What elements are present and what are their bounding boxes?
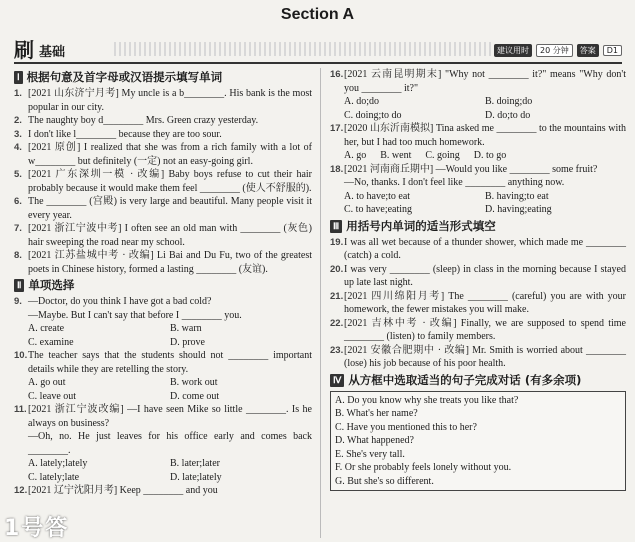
question-item (330, 263, 626, 290)
option: B. later;later (170, 458, 220, 469)
roman-numeral: Ⅲ (330, 220, 342, 233)
option: D. having;eating (485, 204, 552, 215)
question-text: [2021 浙江宁波改编] —I have seen Mike so little ________. Is he always on business? (28, 404, 312, 429)
question-number: 8. (14, 250, 22, 261)
page-title: Section A (280, 6, 355, 23)
question-text: The naughty boy d________ Mrs. Green crazy yesterday. (28, 115, 259, 126)
option: B. went (380, 150, 412, 161)
option: C. leave out (28, 390, 77, 402)
right-column (330, 68, 626, 491)
question-text: —Doctor, do you think I have got a bad cold? (28, 296, 212, 307)
question-item (14, 87, 312, 114)
time-label: 建议用时 (494, 44, 532, 57)
options-9 (14, 322, 312, 349)
sentence-option: F. Or she probably feels lonely without you. (335, 462, 512, 473)
answer-label: 答案 (577, 44, 599, 57)
option: D. prove (170, 336, 205, 348)
question-text: I was very ________ (sleep) in class in the morning because I stayed up late last night. (344, 263, 626, 288)
question-number: 17. (330, 123, 344, 134)
question-number: 16. (330, 69, 344, 80)
question-number: 5. (14, 169, 22, 180)
question-number: 18. (330, 163, 344, 175)
time-value: 20 分钟 (536, 44, 573, 57)
question-text: [2021 辽宁沈阳月考] Keep ________ and you (28, 485, 218, 496)
section-title: 根据句意及首字母或汉语提示填写单词 (26, 70, 223, 84)
question-18 (330, 163, 626, 190)
options-11 (14, 457, 312, 484)
question-text: [2021 云南昆明期末] "Why not ________ it?" means "Why don't you ________ it?" (344, 69, 626, 94)
question-10 (14, 349, 312, 376)
watermark-logo: 1号答 (4, 516, 70, 541)
question-text: The teacher says that the students should not ________ important details while they are retelling the story. (28, 350, 312, 375)
question-number: 21. (330, 290, 344, 302)
question-number: 7. (14, 223, 22, 234)
options-16 (330, 95, 626, 122)
question-number: 2. (14, 115, 22, 126)
question-number: 1. (14, 88, 22, 99)
sentence-option: A. Do you know why she treats you like that? (335, 394, 519, 406)
option: C. going (425, 150, 460, 161)
option: C. examine (28, 336, 74, 348)
decorative-hatch (114, 42, 494, 56)
roman-numeral: Ⅰ (14, 71, 23, 84)
question-item (330, 290, 626, 317)
question-number: 12. (14, 485, 28, 496)
question-text: [2021 河南商丘期中] —Would you like ________ some fruit? (344, 163, 598, 175)
section-2-heading (14, 278, 312, 293)
option: D. to go (473, 150, 507, 161)
option: A. to have;to eat (344, 190, 411, 202)
sentence-option: D. What happened? (335, 435, 414, 446)
question-item (330, 344, 626, 371)
question-text: —Oh, no. He just leaves for his office early and comes back ________. (28, 431, 312, 456)
option: B. warn (170, 323, 202, 334)
column-divider (320, 68, 321, 538)
section-1-heading (14, 70, 312, 85)
question-item (14, 195, 312, 222)
question-text: —Maybe. But I can't say that before I ________ you. (28, 309, 242, 321)
question-12 (14, 484, 312, 498)
question-number: 22. (330, 317, 344, 329)
option: B. doing;do (485, 96, 533, 107)
option: C. to have;eating (344, 204, 413, 215)
question-number: 3. (14, 128, 22, 140)
section-title: 单项选择 (28, 278, 75, 292)
question-number: 4. (14, 142, 22, 153)
sentence-option: B. What's her name? (335, 408, 418, 419)
option: A. go out (28, 377, 66, 388)
roman-numeral: Ⅱ (14, 279, 24, 292)
question-17 (330, 122, 626, 149)
question-16 (330, 68, 626, 95)
sentence-option: E. She's very tall. (335, 448, 405, 460)
question-text: I don't like l________ because they are too sour. (28, 128, 222, 140)
question-item (330, 317, 626, 344)
question-text: [2021 浙江宁波中考] I often see an old man with ________ (灰色) hair sweeping the road near my school. (28, 223, 312, 248)
question-text: [2021 广东深圳一模 · 改编] Baby boys refuse to cut their hair probably because it would make them feel ________ (使人不舒服的). (28, 169, 312, 194)
question-11 (14, 403, 312, 457)
option: C. lately;late (28, 471, 80, 483)
question-text: [2021 山东济宁月考] My uncle is a b________. His bank is the most popular in our city. (28, 88, 312, 113)
question-text: [2020 山东沂南模拟] Tina asked me ________ to the mountains with her, but I had too much homework. (344, 123, 626, 148)
left-column (14, 68, 312, 498)
question-item (14, 128, 312, 142)
sentence-option: G. But she's so different. (335, 475, 434, 487)
option: A. lately;lately (28, 458, 88, 469)
question-number: 11. (14, 404, 27, 415)
question-item (14, 249, 312, 276)
sentence-option: C. Have you mentioned this to her? (335, 421, 477, 433)
question-number: 9. (14, 296, 22, 307)
option: A. do;do (344, 96, 379, 107)
option: B. having;to eat (485, 190, 549, 202)
question-number: 23. (330, 344, 344, 356)
options-17 (330, 149, 626, 163)
section-3-questions (330, 236, 626, 371)
brush-glyph: 刷 (14, 38, 34, 62)
option: D. late;lately (170, 471, 222, 483)
question-number: 6. (14, 196, 22, 207)
question-number: 10. (14, 350, 28, 361)
question-text: The ________ (宫殿) is very large and beautiful. Many people visit it every year. (28, 196, 312, 221)
question-number: 19. (330, 236, 344, 248)
question-text: [2021 四川绵阳月考] The ________ (careful) you are with your homework, the fewer mistakes you will make. (344, 290, 626, 315)
option: D. do;to do (485, 109, 531, 121)
answer-page: D1 (603, 45, 622, 56)
question-text: —No, thanks. I don't feel like ________ anything now. (344, 177, 565, 188)
options-18 (330, 190, 626, 217)
question-item (14, 222, 312, 249)
section-4-heading (330, 373, 626, 388)
meta-info (494, 44, 622, 57)
question-number: 20. (330, 263, 344, 275)
option: B. work out (170, 377, 218, 388)
option: A. create (28, 323, 65, 334)
section-3-heading (330, 219, 626, 234)
option: A. go (344, 150, 367, 161)
section-1-questions (14, 87, 312, 276)
section-header (14, 32, 622, 64)
option: C. doing;to do (344, 109, 402, 121)
question-item (14, 141, 312, 168)
section-name: 基础 (39, 45, 66, 60)
options-10 (14, 376, 312, 403)
section-title: 用括号内单词的适当形式填空 (346, 218, 496, 233)
question-item (14, 114, 312, 128)
question-text: [2021 安徽合肥期中 · 改编] Mr. Smith is worried about ________ (lose) his job because of his poor health. (344, 344, 626, 369)
question-text: [2021 江苏盐城中考 · 改编] Li Bai and Du Fu, two of the greatest poets in Chinese history, formed a lasting ________ (友谊). (28, 250, 312, 275)
question-item (14, 168, 312, 195)
question-text: [2021 原创] I realized that she was from a rich family with a lot of w________ but definitely (一定) not an easy-going girl. (28, 142, 312, 167)
question-item (330, 236, 626, 263)
section-title: 从方框中选取适当的句子完成对话 (有多余项) (348, 372, 582, 387)
question-9 (14, 295, 312, 322)
roman-numeral: Ⅳ (330, 374, 344, 387)
option: D. come out (170, 390, 220, 402)
question-text: I was all wet because of a thunder shower, which made me ________ (catch) a cold. (344, 236, 626, 261)
sentence-options-box (330, 391, 626, 492)
question-text: [2021 吉林中考 · 改编] Finally, we are supposed to spend time ________ (listen) to family members. (344, 317, 626, 342)
